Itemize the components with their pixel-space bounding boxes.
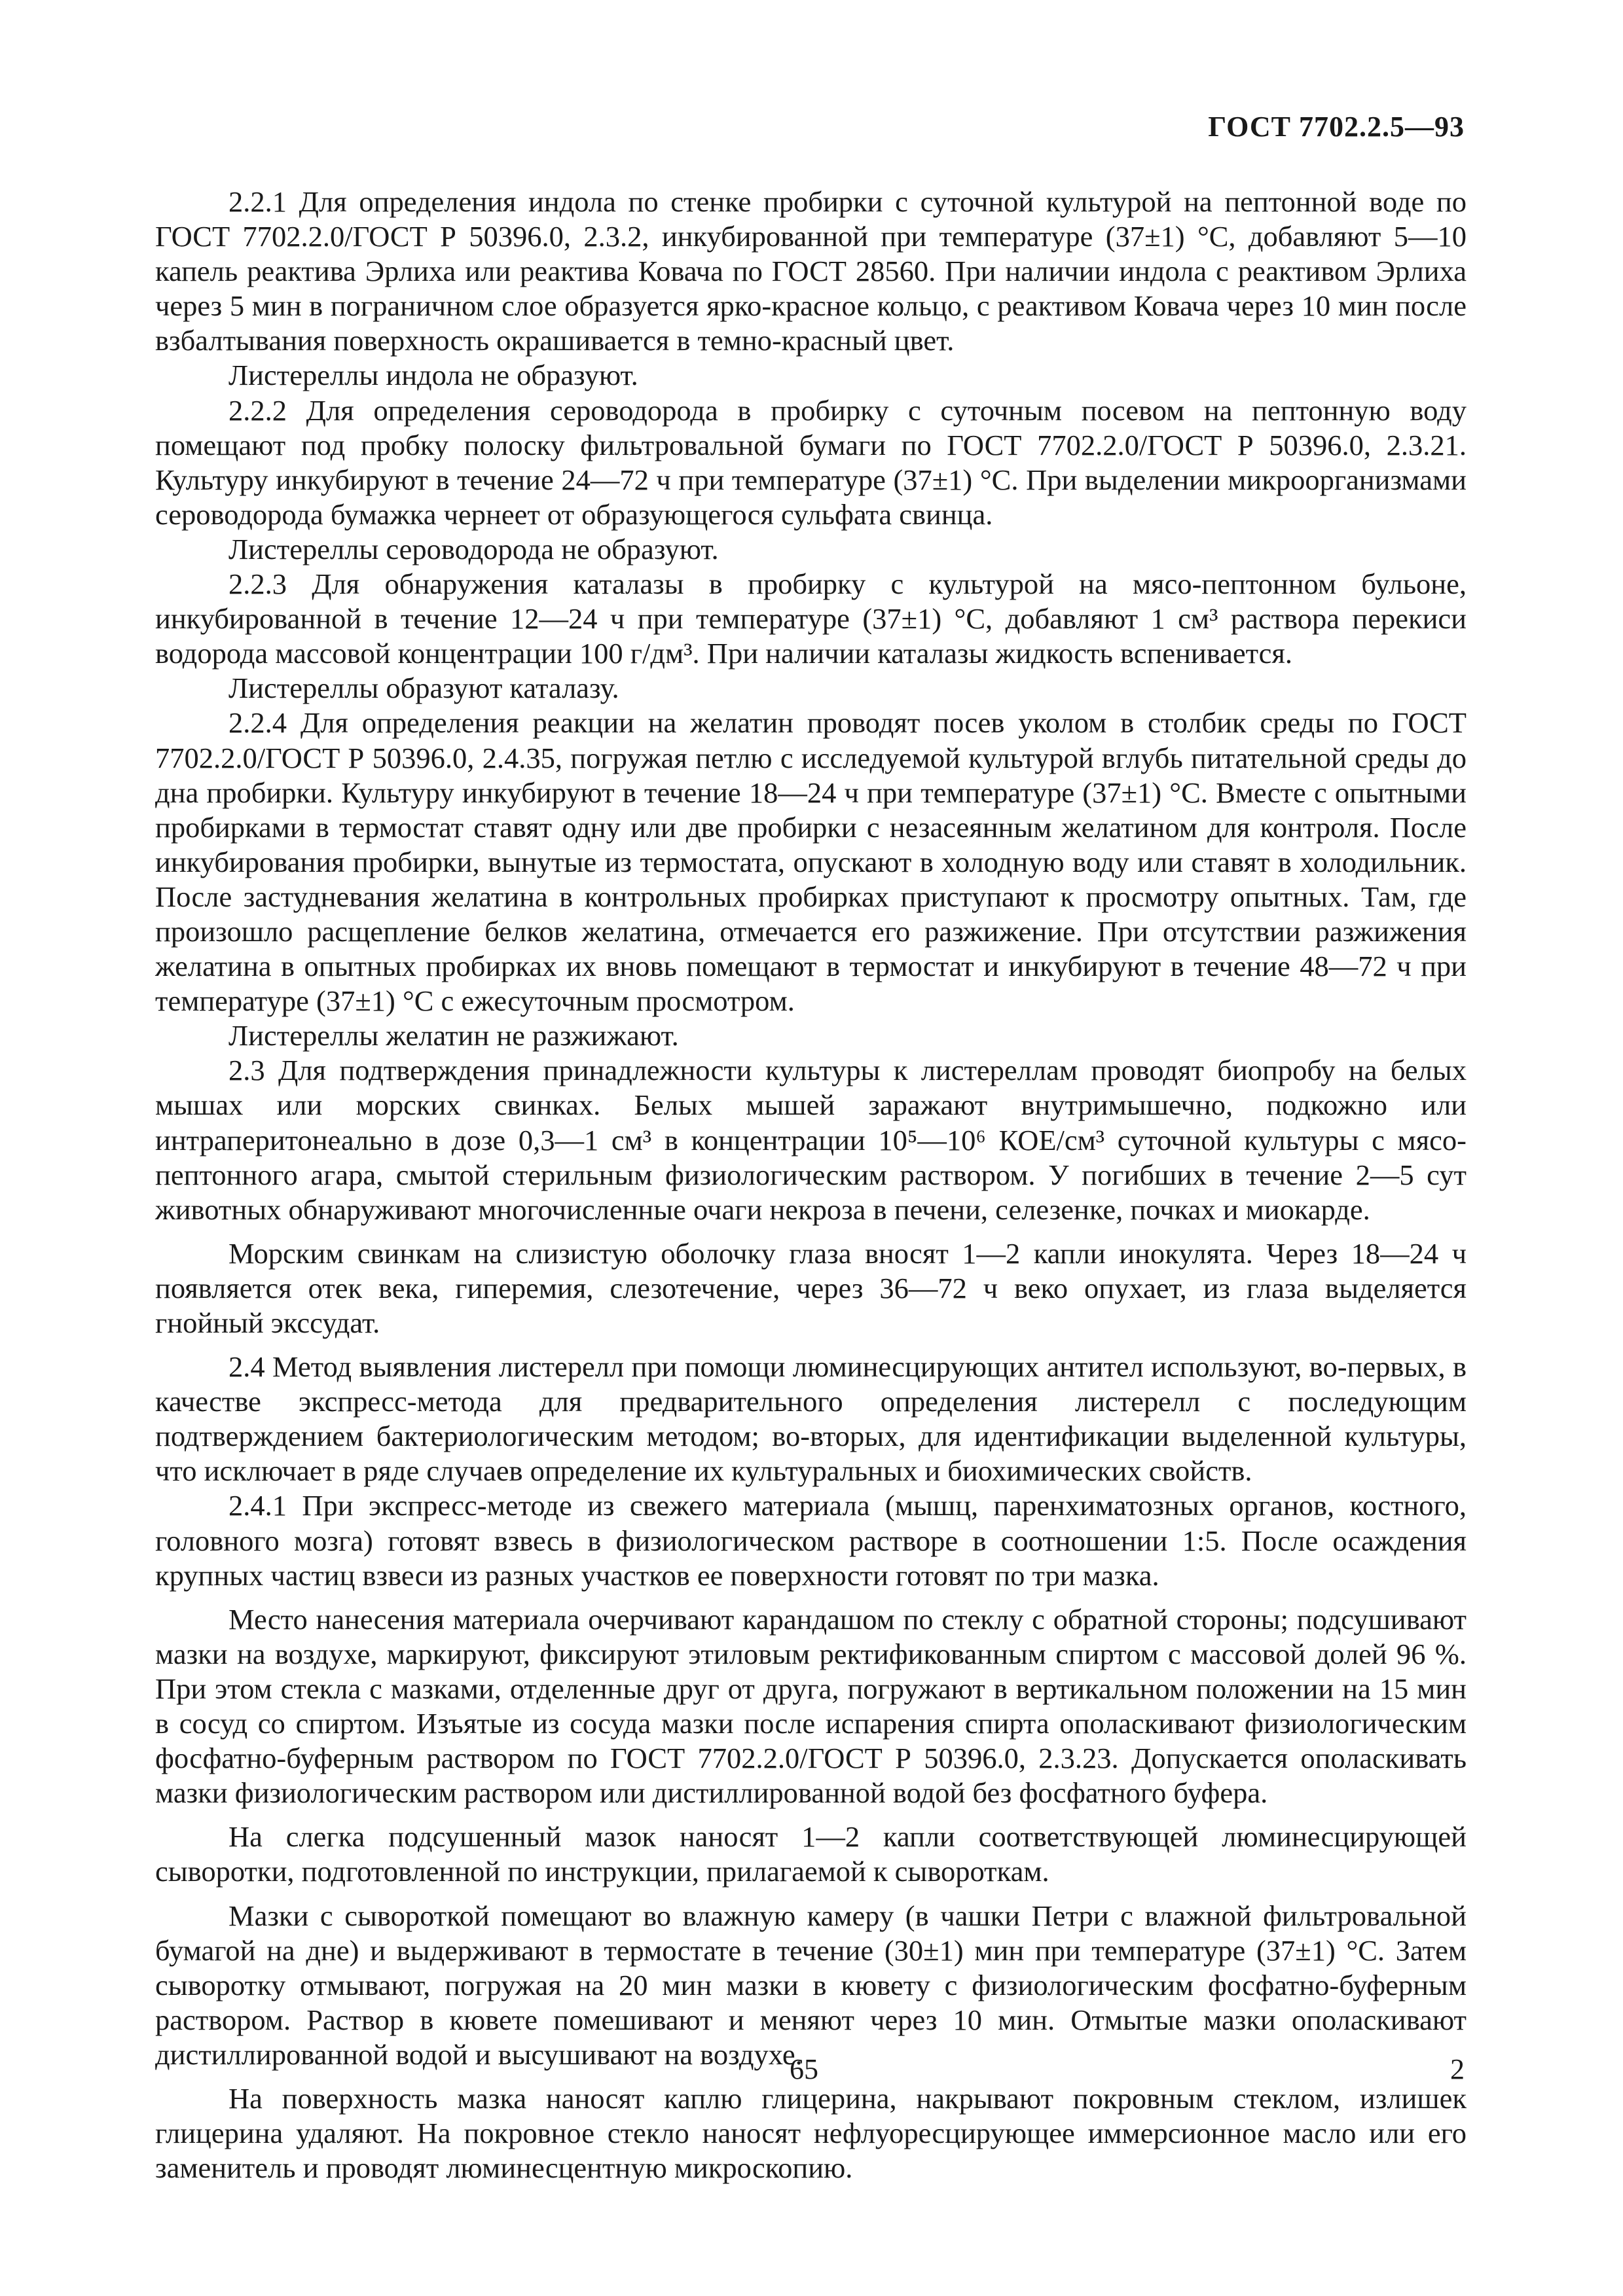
paragraph-2-3: 2.3 Для подтверждения принадлежности культуры к листереллам проводят биопробу на белых мышах или морских свинках. Белых мышей заражают внутримышечно, подкожно или интраперитонеально в дозе 0,3—1 см³ в концентрации 10⁵—10⁶ КОЕ/см³ суточной культуры с мясо-пептонного агара, смытой стерильным физиологическим раствором. У погибших в течение 2—5 сут животных обнаруживают многочисленные очаги некроза в печени, селезенке, почках и миокарде.: [155, 1054, 1467, 1226]
document-body: [155, 185, 1467, 2185]
document-header-standard-id: ГОСТ 7702.2.5—93: [1208, 111, 1465, 143]
paragraph-indole-result: Листереллы индола не образуют.: [228, 359, 638, 392]
paragraph-smear-marking: Место нанесения материала очерчивают карандашом по стеклу с обратной стороны; подсушивают мазки на воздухе, маркируют, фиксируют этиловым ректификованным спиртом с массовой долей 96 %. При этом стекла с мазками, отделенные друг от друга, погружают в вертикальном положении на 15 мин в сосуд со спиртом. Изъятые из сосуда мазки после испарения спирта ополаскивают физиологическим фосфатно-буферным раствором по ГОСТ 7702.2.0/ГОСТ Р 50396.0, 2.3.23. Допускается ополаскивать мазки физиологическим раствором или дистиллированной водой без фосфатного буфера.: [155, 1602, 1467, 1810]
paragraph-humid-chamber: Мазки с сывороткой помещают во влажную камеру (в чашки Петри с влажной фильтровальной бумагой на дне) и выдерживают в термостате в течение (30±1) мин при температуре (37±1) °С. Затем сыворотку отмывают, погружая на 20 мин мазки в кювету с физиологическим фосфатно-буферным раствором. Раствор в кювете помешивают и меняют через 10 мин. Отмытые мазки ополаскивают дистиллированной водой и высушивают на воздухе.: [155, 1899, 1467, 2071]
paragraph-2-2-3: 2.2.3 Для обнаружения каталазы в пробирку с культурой на мясо-пептонном бульоне, инкубированной в течение 12—24 ч при температуре (37±1) °С, добавляют 1 см³ раствора перекиси водорода массовой концентрации 100 г/дм³. При наличии каталазы жидкость вспенивается.: [155, 567, 1467, 670]
paragraph-catalase-result: Листереллы образуют каталазу.: [228, 672, 619, 705]
sheet-number: 2: [1450, 2053, 1465, 2085]
paragraph-2-4-1: 2.4.1 При экспресс-методе из свежего материала (мышц, паренхиматозных органов, костного, головного мозга) готовят взвесь в физиологическом растворе в соотношении 1:5. После осаждения крупных частиц взвеси из разных участков ее поверхности готовят по три мазка.: [155, 1489, 1467, 1592]
paragraph-serum-application: На слегка подсушенный мазок наносят 1—2 капли соответствующей люминесцирующей сыворотки, подготовленной по инструкции, прилагаемой к сывороткам.: [155, 1820, 1467, 1888]
paragraph-microscopy: На поверхность мазка наносят каплю глицерина, накрывают покровным стеклом, излишек глицерина удаляют. На покровное стекло наносят нефлуоресцирующее иммерсионное масло или его заменитель и проводят люминесцентную микроскопию.: [155, 2081, 1467, 2185]
paragraph-gelatin-result: Листереллы желатин не разжижают.: [228, 1019, 679, 1052]
paragraph-2-2-2: 2.2.2 Для определения сероводорода в пробирку с суточным посевом на пептонную воду помещают под пробку полоску фильтровальной бумаги по ГОСТ 7702.2.0/ГОСТ Р 50396.0, 2.3.21. Культуру инкубируют в течение 24—72 ч при температуре (37±1) °С. При выделении микроорганизмами сероводорода бумажка чернеет от образующегося сульфата свинца.: [155, 393, 1467, 531]
paragraph-h2s-result: Листереллы сероводорода не образуют.: [228, 532, 719, 565]
paragraph-2-2-4: 2.2.4 Для определения реакции на желатин проводят посев уколом в столбик среды по ГОСТ 7702.2.0/ГОСТ Р 50396.0, 2.4.35, погружая петлю с исследуемой культурой вглубь питательной среды до дна пробирки. Культуру инкубируют в течение 18—24 ч при температуре (37±1) °С. Вместе с опытными пробирками в термостат ставят одну или две пробирки с незасеянным желатином для контроля. После инкубирования пробирки, вынутые из термостата, опускают в холодную воду или ставят в холодильник. После застудневания желатина в контрольных пробирках приступают к просмотру опытных. Там, где произошло расщепление белков желатина, отмечается его разжижение. При отсутствии разжижения желатина в опытных пробирках их вновь помещают в термостат и инкубируют в течение 48—72 ч при температуре (37±1) °С с ежесуточным просмотром.: [155, 706, 1467, 1018]
page-number: 65: [790, 2053, 818, 2085]
paragraph-guinea-pigs: Морским свинкам на слизистую оболочку глаза вносят 1—2 капли инокулята. Через 18—24 ч появляется отек века, гиперемия, слезотечение, через 36—72 ч веко опухает, из глаза выделяется гнойный экссудат.: [155, 1236, 1467, 1339]
paragraph-2-4: 2.4 Метод выявления листерелл при помощи люминесцирующих антител используют, во-первых, в качестве экспресс-метода для предварительного определения листерелл с последующим подтверждением бактериологическим методом; во-вторых, для идентификации выделенной культуры, что исключает в ряде случаев определение их культуральных и биохимических свойств.: [155, 1350, 1467, 1488]
paragraph-2-2-1: 2.2.1 Для определения индола по стенке пробирки с суточной культурой на пептонной воде по ГОСТ 7702.2.0/ГОСТ Р 50396.0, 2.3.2, инкубированной при температуре (37±1) °С, добавляют 5—10 капель реактива Эрлиха или реактива Ковача по ГОСТ 28560. При наличии индола с реактивом Эрлиха через 5 мин в пограничном слое образуется ярко-красное кольцо, с реактивом Ковача через 10 мин после взбалтывания поверхность окрашивается в темно-красный цвет.: [155, 185, 1467, 357]
